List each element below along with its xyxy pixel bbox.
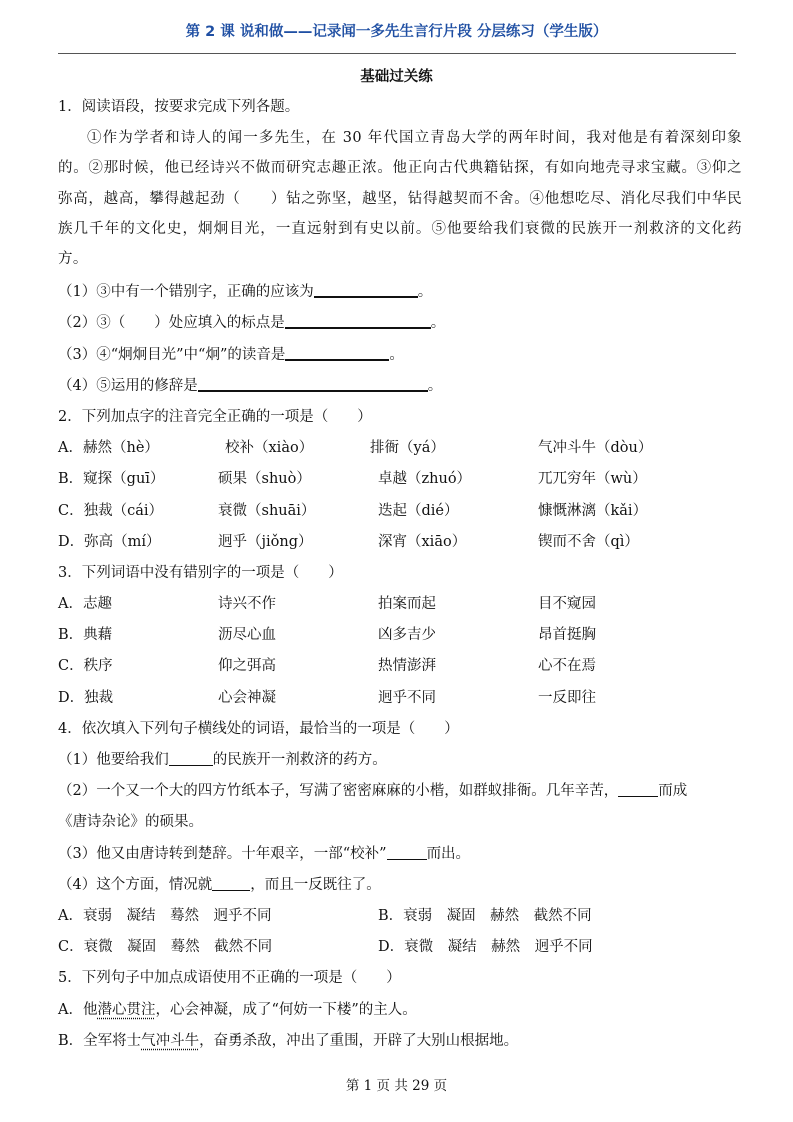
q2-c3: 迭起（dié）: [378, 502, 459, 519]
period: 。: [427, 377, 443, 394]
q2-d4: 锲而不舍（qì）: [538, 533, 639, 550]
q1-sub2: [58, 308, 742, 339]
q2-a3: 排衙（yá）: [370, 440, 445, 457]
q3-b1: B．典藉: [58, 627, 113, 644]
q3-option-c: [58, 651, 742, 682]
q3-c3: 热情澎湃: [378, 658, 436, 675]
header-divider: [58, 53, 736, 54]
q2-option-a: [58, 433, 742, 464]
section-title: 基础过关练: [360, 69, 433, 85]
q4-s2: [58, 776, 742, 807]
period: 。: [430, 315, 446, 332]
q1-sub4: [58, 371, 742, 402]
q5-b-idiom: 气冲斗牛: [141, 1032, 200, 1049]
answer-blank[interactable]: [198, 375, 428, 392]
q2-d1: 弥高（mí）: [84, 533, 161, 550]
q2-option-d: [58, 527, 742, 558]
option-label-item: C．独裁（cái）: [58, 502, 164, 519]
answer-blank[interactable]: [618, 782, 658, 798]
q2-stem: 2．下列加点字的注音完全正确的一项是（ ）: [58, 408, 372, 425]
q3-b2: 沥尽心血: [218, 627, 276, 644]
option-label-item: B．窥探（guī）: [58, 471, 165, 488]
q4-options-cd: [58, 932, 742, 963]
q3-b4: 昂首挺胸: [538, 627, 596, 644]
q3-a2: 诗兴不作: [218, 596, 276, 613]
q3-d2: 心会神凝: [218, 689, 276, 706]
q5-stem: 5．下列句子中加点成语使用不正确的一项是（ ）: [58, 970, 401, 987]
q2-a2: 校补（xiào）: [225, 440, 314, 457]
q2-a4: 气冲斗牛（dòu）: [538, 440, 653, 457]
q4-s1-post: 的民族开一剂救济的药方。: [212, 752, 387, 769]
q1-stem: 1．阅读语段，按要求完成下列各题。: [58, 99, 300, 115]
q3-d4: 一反即往: [538, 689, 596, 706]
q2-a1: 赫然（hè）: [82, 440, 159, 457]
q4-s3: [58, 839, 742, 870]
q3-a4: 目不窥园: [538, 596, 596, 613]
q2-b2: 硕果（shuò）: [218, 471, 311, 488]
page-header: 第 2 课 说和做——记录闻一多先生言行片段 分层练习（学生版）: [185, 24, 608, 40]
q2-d2: 迥乎（jiǒng）: [218, 533, 313, 550]
option-label-item: A．赫然（hè）: [58, 440, 159, 457]
q2-b1: 窥探（guī）: [83, 471, 165, 488]
q4-s2-post: 而成: [658, 783, 688, 800]
q4-option-a: A．衰弱 凝结 蓦然 迥乎不同: [58, 907, 272, 924]
answer-blank[interactable]: [314, 282, 418, 299]
q2-c1: 独裁（cái）: [83, 502, 164, 519]
q1-sub3-text: （3）④“炯炯目光”中“炯”的读音是: [58, 346, 286, 363]
answer-blank[interactable]: [169, 751, 213, 767]
q3-a1: A．志趣: [58, 596, 112, 613]
q1-sub1: [58, 277, 742, 308]
q2-c4: 慷慨淋漓（kǎi）: [538, 502, 648, 519]
q2-d3: 深宵（xiāo）: [378, 533, 467, 550]
answer-blank[interactable]: [212, 875, 250, 891]
period: 。: [417, 284, 433, 301]
q3-d3: 迥乎不同: [378, 689, 436, 706]
q5-a-idiom: 潜心贯注: [97, 1001, 156, 1018]
q3-d1: D．独裁: [58, 689, 114, 706]
q1-sub1-text: （1）③中有一个错别字，正确的应该为: [58, 284, 314, 301]
q3-stem: 3．下列词语中没有错别字的一项是（ ）: [58, 564, 343, 581]
q4-s3-post: 而出。: [426, 845, 471, 862]
page-footer: 第 1 页 共 29 页: [345, 1078, 448, 1094]
q5-a-post: ，心会神凝，成了“何妨一下楼”的主人。: [155, 1001, 417, 1018]
q4-option-c: C．衰微 凝固 蓦然 截然不同: [58, 939, 273, 956]
answer-blank[interactable]: [285, 344, 389, 361]
q4-s2-pre: （2）一个又一个大的四方竹纸本子，写满了密密麻麻的小楷，如群蚁排衙。几年辛苦，: [58, 783, 619, 800]
q1-sub3: [58, 340, 742, 371]
q3-option-d: [58, 683, 742, 714]
option-label-item: D．弥高（mí）: [58, 533, 161, 550]
q4-s4: [58, 870, 742, 901]
q2-b4: 兀兀穷年（wù）: [538, 471, 647, 488]
q5-option-a: [58, 995, 742, 1026]
q3-a3: 拍案而起: [378, 596, 436, 613]
q3-b3: 凶多吉少: [378, 627, 436, 644]
question-content: [58, 92, 742, 1057]
q1-sub2-text: （2）③（ ）处应填入的标点是: [58, 315, 285, 332]
q4-option-d: D．衰微 凝结 赫然 迥乎不同: [378, 939, 593, 956]
period: 。: [389, 346, 404, 363]
q5-a-pre: A．他: [58, 1001, 98, 1018]
q4-stem: 4．依次填入下列句子横线处的词语，最恰当的一项是（ ）: [58, 720, 459, 737]
q1-passage: ①作为学者和诗人的闻一多先生，在 30 年代国立青岛大学的两年时间，我对他是有着深刻印象的。②那时候，他已经诗兴不做而研究志趣正浓。他正向古代典籍钻探，有如向地壳寻求宝藏。③仰之弥高，越高，攀得越起劲（ ）钻之弥坚，越坚，钻得越契而不舍。④他想吃尽、消化尽我们中华民族几千年的文化史，炯炯目光，一直远射到有史以前。⑤他要给我们衰微的民族开一剂救济的文化药方。: [58, 130, 742, 267]
q2-option-c: [58, 496, 742, 527]
q3-c4: 心不在焉: [538, 658, 596, 675]
q3-option-b: [58, 620, 742, 651]
q4-s3-pre: （3）他又由唐诗转到楚辞。十年艰辛，一部“校补”: [58, 845, 387, 862]
q5-b-post: ，奋勇杀敌，冲出了重围，开辟了大别山根据地。: [199, 1032, 519, 1049]
q4-s2-cont: 《唐诗杂论》的硕果。: [58, 814, 203, 831]
q3-option-a: [58, 589, 742, 620]
q2-option-b: [58, 464, 742, 495]
q4-s1-pre: （1）他要给我们: [58, 752, 169, 769]
q1-sub4-text: （4）⑤运用的修辞是: [58, 377, 198, 394]
q5-b-pre: B．全军将士: [58, 1032, 142, 1049]
q4-s1: [58, 745, 742, 776]
q4-s4-pre: （4）这个方面，情况就: [58, 876, 213, 893]
q4-option-b: B．衰弱 凝固 赫然 截然不同: [378, 907, 592, 924]
q2-c2: 衰微（shuāi）: [218, 502, 316, 519]
answer-blank[interactable]: [387, 844, 427, 860]
answer-blank[interactable]: [285, 313, 431, 330]
q2-b3: 卓越（zhuó）: [378, 471, 472, 488]
q5-option-b: [58, 1026, 742, 1057]
q4-s4-post: ，而且一反既往了。: [250, 876, 381, 893]
q3-c1: C．秩序: [58, 658, 113, 675]
q3-c2: 仰之弭高: [218, 658, 276, 675]
q4-options-ab: [58, 901, 742, 932]
